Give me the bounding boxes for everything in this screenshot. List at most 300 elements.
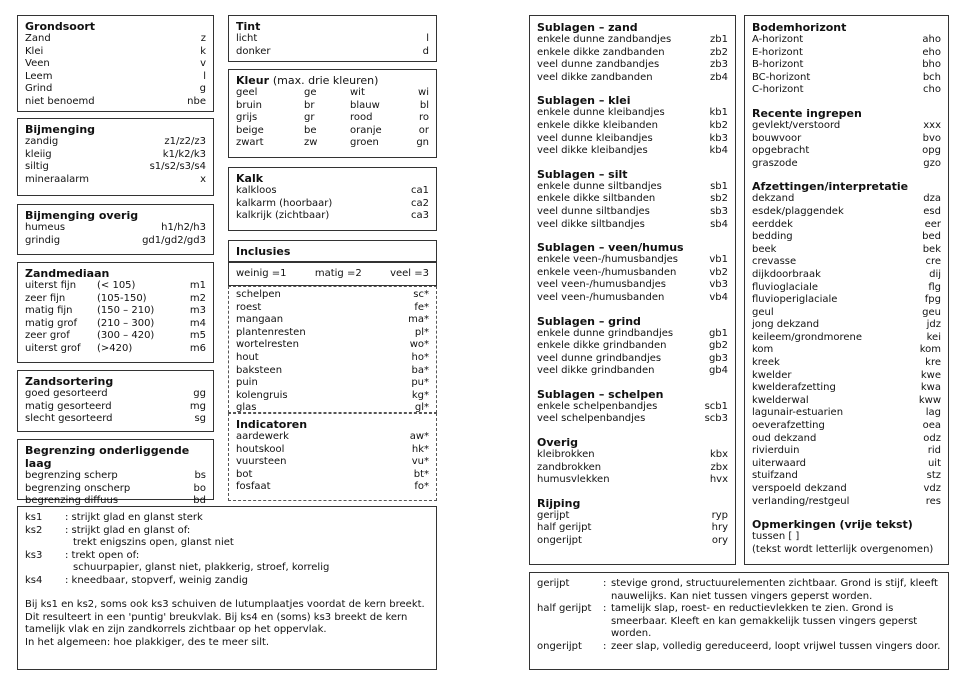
row-code: sb3 [710,205,728,217]
scale-matig: matig =2 [314,268,362,279]
row-label: veel dikke siltbandjes [537,218,645,230]
legend-row [236,137,429,150]
scale-weinig: weinig =1 [236,268,287,279]
legend-row [25,58,206,71]
legend-row [537,279,728,292]
row-label: enkele veen-/humusbandjes [537,254,678,266]
definition-term: half gerijpt [537,603,592,614]
legend-row [752,219,941,232]
row-label: hout [236,351,259,363]
row-range: (210 – 300) [97,317,155,329]
legend-row [752,357,941,370]
legend-row [236,185,429,198]
legend-row [752,193,941,206]
row-code: kre [925,357,941,369]
inclusies-list-box [228,286,437,413]
legend-row [537,267,728,280]
row-code: kb4 [709,145,728,157]
legend-row [236,198,429,211]
row-code: lag [925,407,941,419]
color-label: zwart [236,137,264,149]
row-label: kreek [752,357,780,369]
row-code: sb2 [710,193,728,205]
row-code: ca3 [411,210,429,222]
legend-row [25,280,206,293]
row-code: pl* [414,326,429,338]
row-code: zb2 [710,46,728,58]
row-label: veel veen-/humusbandjes [537,279,666,291]
row-code: zb4 [710,71,728,83]
row-code: flg [928,281,941,293]
row-code: sc* [413,289,429,300]
color-label: blauw [350,99,380,111]
note-key: ks3 [25,549,43,561]
color-label: grijs [236,112,258,124]
kleur-subtitle: (max. drie kleuren) [272,74,379,87]
legend-row [752,133,941,146]
row-label: wortelresten [236,339,299,351]
row-code: kwa [920,382,941,394]
row-code: z [200,33,206,44]
row-code: kww [918,394,941,406]
legend-row [752,282,941,295]
legend-row [752,483,941,496]
row-label: veel dikke kleibandjes [537,145,648,157]
legend-row [752,319,941,332]
row-code: ba* [411,364,429,376]
color-label: geel [236,87,258,98]
legend-row [236,469,429,482]
definition-term: gerijpt [537,578,570,589]
legend-row [752,370,941,383]
row-code: kg* [411,389,429,401]
sublagen-section-title: Sublagen – zand [537,21,638,34]
color-label: bruin [236,99,262,111]
row-label: schelpen [236,289,281,300]
row-label: BC-horizont [752,71,811,83]
row-code: geu [922,306,941,318]
row-label: enkele dunne siltbandjes [537,180,662,192]
row-code: m2 [189,292,206,304]
rijping-defs-box [529,572,949,670]
definition-colon: : [603,603,607,614]
inclusies-title: Inclusies [236,245,291,258]
row-code: scb1 [704,400,728,412]
bijmenging-overig-title: Bijmenging overig [25,209,139,222]
color-code: ro [418,112,429,124]
inclusies-scale-box [228,262,437,286]
sublagen-section-title: Overig [537,436,579,450]
row-label: grindig [25,234,61,246]
row-label: begrenzing onscherp [25,482,131,494]
zandsortering-title: Zandsortering [25,375,114,388]
note-text: : kneedbaar, stopverf, weinig zandig [65,574,248,586]
row-label: enkele dikke kleibanden [537,119,659,131]
scale-veel: veel =3 [390,268,429,279]
row-code: gb4 [708,365,728,377]
legend-row [236,100,429,113]
row-code: kom [919,344,941,356]
legend-row [25,330,206,343]
legend-row [537,254,728,267]
row-label: zeer fijn [25,292,66,304]
row-label: ongerijpt [537,535,582,547]
row-label: kwelderwal [752,394,809,406]
legend-row [25,161,206,174]
row-code: kei [926,331,941,343]
row-label: dekzand [752,193,795,205]
legend-row [752,34,941,47]
row-code: bch [922,71,941,83]
row-label: Zand [25,33,51,44]
row-label: kleibrokken [537,449,595,461]
row-label: humeus [25,222,66,233]
tint-box [228,15,437,62]
row-label: oud dekzand [752,432,817,444]
legend-row [752,244,941,257]
row-label: zeer grof [25,330,70,342]
sublagen-section-title: Sublagen – grind [537,314,641,328]
legend-row [752,332,941,345]
legend-row [236,87,429,100]
row-code: bd [193,495,206,507]
legend-row [537,120,728,133]
row-label: gevlekt/verstoord [752,119,841,131]
row-label: kwelder [752,369,792,381]
legend-row [752,407,941,420]
row-code: gl* [414,402,429,414]
legend-row [25,46,206,59]
row-code: hry [711,522,728,534]
row-code: gb1 [708,327,728,339]
legend-row [236,481,429,494]
legend-row [236,46,429,59]
rijping-definition [537,578,941,603]
legend-row [25,318,206,331]
row-label: mineraalarm [25,173,89,185]
color-code: wi [418,87,429,98]
legend-row [236,125,429,138]
row-label: veel veen-/humusbanden [537,291,665,303]
row-label: enkele dikke siltbanden [537,193,656,205]
row-code: vb1 [709,254,728,266]
row-label: half gerijpt [537,522,592,534]
note-indent: schuurpapier, glanst niet, plakkerig, stroef, korrelig [73,562,330,573]
row-code: uit [927,457,941,469]
row-label: enkele dunne grindbandjes [537,327,674,339]
row-label: glas [236,402,257,414]
row-label: fosfaat [236,481,271,493]
row-label: uiterwaard [752,457,807,469]
row-label: kwelderafzetting [752,382,836,394]
legend-row [236,302,429,315]
legend-row [537,219,728,232]
legend-row [25,293,206,306]
zandmediaan-title: Zandmediaan [25,267,110,280]
row-code: dza [923,193,941,205]
row-label: esdek/plaggendek [752,205,844,217]
row-label: enkele dikke grindbanden [537,340,667,352]
definition-colon: : [603,578,607,589]
legend-row [537,107,728,120]
row-label: enkele dikke zandbanden [537,46,665,58]
legend-row [25,83,206,96]
legend-row [25,136,206,149]
legend-row [25,96,206,109]
row-code: l [426,33,429,44]
legend-row [236,377,429,390]
row-code: gb2 [708,340,728,352]
row-label: veel dunne zandbandjes [537,59,660,71]
row-code: fo* [414,481,429,493]
row-code: ca1 [411,185,429,196]
row-code: kb2 [709,119,728,131]
row-code: h1/h2/h3 [161,222,206,233]
legend-row [752,382,941,395]
color-label: wit [350,87,365,98]
legend-row [236,289,429,302]
row-label: Leem [25,70,53,82]
row-label: aardewerk [236,431,289,442]
row-label: oeverafzetting [752,420,825,432]
row-code: zb3 [710,59,728,71]
row-code: m4 [189,317,206,329]
row-code: opg [922,145,941,157]
row-code: odz [923,432,941,444]
row-code: kbx [709,449,728,461]
row-label: begrenzing scherp [25,470,118,481]
row-label: enkele schelpenbandjes [537,400,658,412]
sublagen-section-title: Sublagen – silt [537,167,628,181]
kleur-box [228,69,437,158]
color-code: ge [304,87,317,98]
legend-row [752,395,941,408]
legend-row [25,235,206,248]
legend-row [537,474,728,487]
afzettingen-title: Afzettingen/interpretatie [752,180,909,194]
row-code: fe* [414,301,429,313]
note-text: : strijkt glad en glanst of: [65,524,191,536]
legend-row [752,158,941,171]
definition-text: stevige grond, structuurelementen zichtbaar. Grond is stijf, kleeft nauwelijks. Kan niet tussen vingers geperst worden. [611,578,938,602]
row-label: eerddek [752,218,793,230]
color-label: oranje [350,124,382,136]
legend-row [537,328,728,341]
legend-row [25,388,206,401]
row-label: veel dikke zandbanden [537,71,653,83]
legend-row [537,34,728,47]
row-code: fpg [924,294,941,306]
row-code: s1/s2/s3/s4 [149,161,206,173]
kalk-box [228,167,437,231]
legend-row [752,433,941,446]
horizont-box [744,15,949,565]
color-label: beige [236,124,264,136]
note-key: ks1 [25,512,43,523]
legend-row [236,33,429,46]
row-code: m1 [189,280,206,291]
row-label: opgebracht [752,145,810,157]
note-key: ks2 [25,524,43,536]
row-code: k1/k2/k3 [162,148,206,160]
row-code: eho [922,46,941,58]
bijmenging-title: Bijmenging [25,123,96,136]
row-code: mg [189,400,206,412]
legend-row [537,353,728,366]
legend-row [236,352,429,365]
definition-text: zeer slap, volledig gereduceerd, loopt vrijwel tussen vingers door. [611,640,941,652]
row-code: bvo [922,132,941,144]
row-label: geul [752,306,774,318]
row-code: oea [922,420,941,432]
row-label: bouwvoor [752,132,802,144]
row-code: m5 [189,330,206,342]
legend-row [25,343,206,356]
row-code: kwe [920,369,941,381]
legend-row [752,206,941,219]
legend-row [752,445,941,458]
row-label: kom [752,344,774,356]
sublagen-section-title: Rijping [537,496,581,510]
sublagen-section-title: Sublagen – schelpen [537,387,664,401]
row-code: jdz [926,319,941,331]
row-label: zandig [25,136,59,147]
row-label: roest [236,301,262,313]
row-label: veel dunne kleibandjes [537,132,653,144]
legend-row [236,444,429,457]
row-label: matig gesorteerd [25,400,112,412]
row-label: baksteen [236,364,283,376]
row-code: k [200,45,206,57]
row-code: m6 [189,342,206,354]
legend-row [537,206,728,219]
legend-row [25,33,206,46]
row-code: d [422,45,429,57]
row-label: Grind [25,83,53,95]
row-code: vb3 [709,279,728,291]
legend-row [752,84,941,97]
rijping-definition [537,641,941,654]
row-code: cho [923,84,941,96]
kleur-title: Kleur [236,74,270,87]
row-label: zandbrokken [537,461,602,473]
rijping-definition [537,603,941,641]
legend-row [752,420,941,433]
legend-row [752,307,941,320]
row-label: veel schelpenbandjes [537,413,646,425]
row-label: kalkrijk (zichtbaar) [236,210,330,222]
row-label: enkele dunne kleibandjes [537,107,665,119]
opmerkingen-line-2: (tekst wordt letterlijk overgenomen) [752,543,934,555]
legend-row [25,174,206,187]
legend-row [25,71,206,84]
opmerkingen-title: Opmerkingen (vrije tekst) [752,518,913,532]
legend-row [752,72,941,85]
legend-row [537,133,728,146]
row-code: ma* [408,314,429,326]
row-code: gb3 [708,352,728,364]
row-label: veel dikke grindbanden [537,365,655,377]
row-code: g [199,83,206,95]
row-code: stz [926,470,941,482]
color-label: groen [350,137,379,149]
row-label: Veen [25,58,50,70]
row-label: mangaan [236,314,284,326]
row-label: A-horizont [752,34,804,45]
row-label: rivierduin [752,445,800,457]
recente-title: Recente ingrepen [752,106,862,120]
row-code: eer [924,218,941,230]
row-code: wo* [409,339,429,351]
row-code: cre [925,256,941,268]
definition-term: ongerijpt [537,640,582,652]
row-label: gerijpt [537,509,570,521]
note-indent: trekt enigszins open, glanst niet [73,537,234,548]
row-label: slecht gesorteerd [25,413,113,425]
sublagen-section-title: Sublagen – klei [537,94,631,108]
row-code: pu* [411,377,429,389]
row-code: hk* [411,443,429,455]
legend-row [752,294,941,307]
row-label: graszode [752,157,798,169]
legend-row [537,193,728,206]
row-label: puin [236,377,258,389]
legend-row [25,413,206,426]
legend-row [236,339,429,352]
bijmenging-overig-box [17,204,214,255]
row-label: bot [236,468,253,480]
row-code: sg [194,413,206,425]
legend-row [537,72,728,85]
row-code: z1/z2/z3 [164,136,206,147]
row-range: (300 – 420) [97,330,155,342]
tint-title: Tint [236,20,261,33]
legend-row [236,390,429,403]
row-code: esd [923,205,941,217]
legend-row [537,181,728,194]
row-label: enkele veen-/humusbanden [537,266,677,278]
row-code: gd1/gd2/gd3 [142,234,206,246]
zandmediaan-box [17,262,214,363]
legend-row [537,535,728,548]
row-code: xxx [923,119,941,131]
color-code: bl [419,99,429,111]
row-code: sb4 [710,218,728,230]
grondsoort-box [17,15,214,112]
legend-row [537,145,728,158]
row-label: B-horizont [752,59,804,71]
color-code: gn [416,137,429,149]
legend-row [236,314,429,327]
legend-row [752,59,941,72]
row-code: m3 [189,305,206,317]
row-label: C-horizont [752,84,804,96]
legend-row [537,510,728,523]
legend-row [537,292,728,305]
legend-row [752,470,941,483]
row-code: zbx [710,461,728,473]
row-code: l [203,70,206,82]
bijmenging-box [17,118,214,196]
definition-text: tamelijk slap, roest- en reductievlekken te zien. Grond is smeerbaar. Kleeft en kan gemakkelijk tussen vingers geperst worden. [611,603,918,639]
inclusies-title-box [228,240,437,262]
row-code: gg [193,388,206,399]
grondsoort-title: Grondsoort [25,20,96,33]
row-code: vb2 [709,266,728,278]
kneedbaarheid-notes-box [17,506,437,670]
row-label: stuifzand [752,470,798,482]
row-label: niet benoemd [25,95,95,107]
